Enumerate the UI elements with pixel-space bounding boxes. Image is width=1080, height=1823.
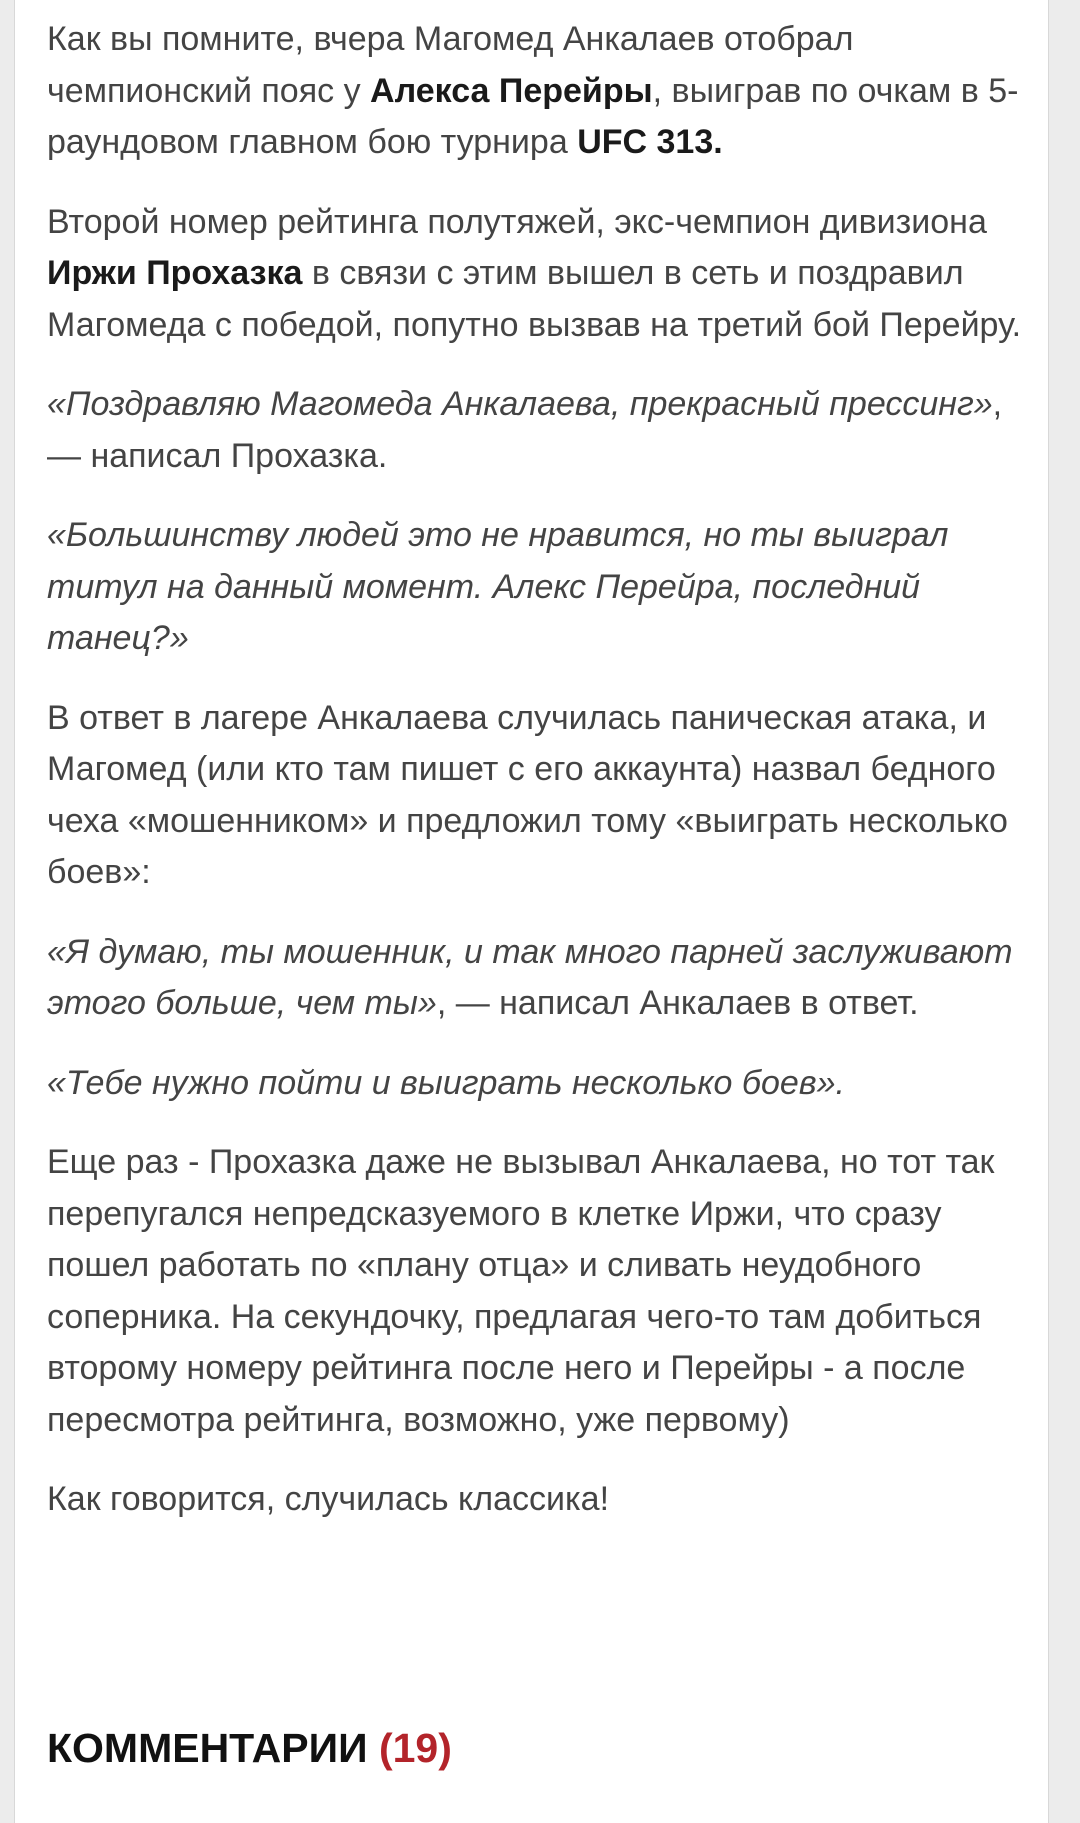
paragraph-9-text: Как говорится, случилась классика! <box>47 1480 610 1518</box>
paragraph-8-text: Еще раз - Прохазка даже не вызывал Анкалаева, но тот так перепугался непредсказуемого в клетке Иржи, что сразу пошел работать по «плану отца» и сливать неудобного соперника. На секундочку, предлагая чего-то там добиться второму номеру рейтинга после него и Перейры - а после пересмотра рейтинга, возможно, уже первому) <box>47 1143 995 1439</box>
paragraph-1-text-1: Как вы помните, вчера Магомед Анкалаев отобрал чемпионский пояс у <box>47 20 854 110</box>
event-name-ufc-313: UFC 313. <box>577 123 723 161</box>
paragraph-6 <box>47 927 1042 1030</box>
quote-ankalaev-fraud: «Я думаю, ты мошенник, и так много парней заслуживают этого больше, чем ты» <box>47 932 1013 1022</box>
paragraph-5-text: В ответ в лагере Анкалаева случилась паническая атака, и Магомед (или кто там пишет с его аккаунта) назвал бедного чеха «мошенником» и предложил тому «выиграть несколько боев»: <box>47 698 1008 891</box>
paragraph-2-text-2: в связи с этим вышел в сеть и поздравил Магомеда с победой, попутно вызвав на третий бой Перейру. <box>47 254 1022 344</box>
quote-ankalaev-win-fights: «Тебе нужно пойти и выиграть несколько боев». <box>47 1063 845 1102</box>
paragraph-2 <box>47 197 1042 352</box>
comments-label: КОММЕНТАРИИ <box>47 1725 368 1771</box>
comments-count: (19) <box>378 1725 452 1771</box>
paragraph-7 <box>47 1058 1042 1110</box>
fighter-name-pereira: Алекса Перейры <box>370 71 653 110</box>
paragraph-9 <box>47 1474 1042 1526</box>
paragraph-5 <box>47 693 1042 899</box>
paragraph-4 <box>47 510 1042 665</box>
article-body <box>47 14 1042 1554</box>
quote-prochazka-last-dance: «Большинству людей это не нравится, но ты выиграл титул на данный момент. Алекс Перейра, последний танец?» <box>47 516 949 657</box>
paragraph-3-tail: , — написал Прохазка. <box>47 385 1003 475</box>
fighter-name-prochazka: Иржи Прохазка <box>47 254 303 292</box>
quote-prochazka-congrats: «Поздравляю Магомеда Анкалаева, прекрасный прессинг» <box>47 385 993 423</box>
paragraph-8 <box>47 1137 1042 1446</box>
paragraph-1 <box>47 14 1042 169</box>
paragraph-1-text-2: , выиграв по очкам в 5-раундовом главном бою турнира <box>47 71 1019 161</box>
comments-heading[interactable] <box>47 1720 452 1776</box>
paragraph-6-tail: , — написал Анкалаев в ответ. <box>436 984 919 1022</box>
paragraph-3 <box>47 379 1042 482</box>
page-card <box>14 0 1049 1823</box>
paragraph-2-text-1: Второй номер рейтинга полутяжей, экс-чемпион дивизиона <box>47 202 987 241</box>
